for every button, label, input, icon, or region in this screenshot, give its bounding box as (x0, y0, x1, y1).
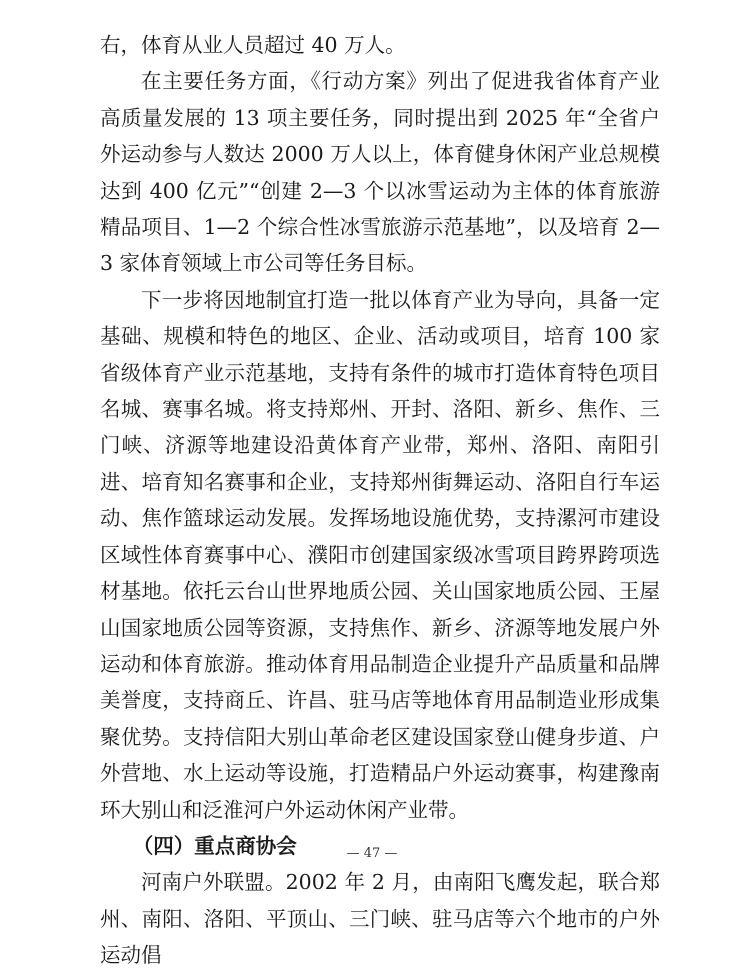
paragraph-henan-outdoor-alliance: 河南户外联盟。2002 年 2 月，由南阳飞鹰发起，联合郑州、南阳、洛阳、平顶山、三门峡、驻马店等六个地市的户外运动倡 (100, 870, 660, 968)
paragraph-main-tasks: 在主要任务方面，《行动方案》列出了促进我省体育产业高质量发展的 13 项主要任务，同时提出到 2025 年“全省户外运动参与人数达 2000 万人以上，体育健身休闲产业总规模达到 400 亿元”“创建 2—3 个以冰雪运动为主体的体育旅游精品项目、1—2 个综合性冰雪旅游示范基地”，以及培育 2—3 家体育领域上市公司等任务目标。 (100, 69, 660, 276)
page-number: — 47 — (346, 846, 398, 861)
paragraph-continued: 右，体育从业人员超过 40 万人。 (100, 33, 406, 57)
paragraph-next-steps: 下一步将因地制宜打造一批以体育产业为导向，具备一定基础、规模和特色的地区、企业、活动或项目，培育 100 家省级体育产业示范基地，支持有条件的城市打造体育特色项目名城、赛事名城。将支持郑州、开封、洛阳、新乡、焦作、三门峡、济源等地建设沿黄体育产业带，郑州、洛阳、南阳引进、培育知名赛事和企业，支持郑州街舞运动、洛阳自行车运动、焦作篮球运动发展。发挥场地设施优势，支持漯河市建设区域性体育赛事中心、濮阳市创建国家级冰雪项目跨界跨项选材基地。依托云台山世界地质公园、关山国家地质公园、王屋山国家地质公园等资源，支持焦作、新乡、济源等地发展户外运动和体育旅游。推动体育用品制造企业提升产品质量和品牌美誉度，支持商丘、许昌、驻马店等地体育用品制造业形成集聚优势。支持信阳大别山革命老区建设国家登山健身步道、户外营地、水上运动等设施，打造精品户外运动赛事，构建豫南环大别山和泛淮河户外运动休闲产业带。 (100, 287, 660, 822)
section-heading: （四）重点商协会 (132, 833, 297, 858)
document-body (100, 27, 660, 974)
